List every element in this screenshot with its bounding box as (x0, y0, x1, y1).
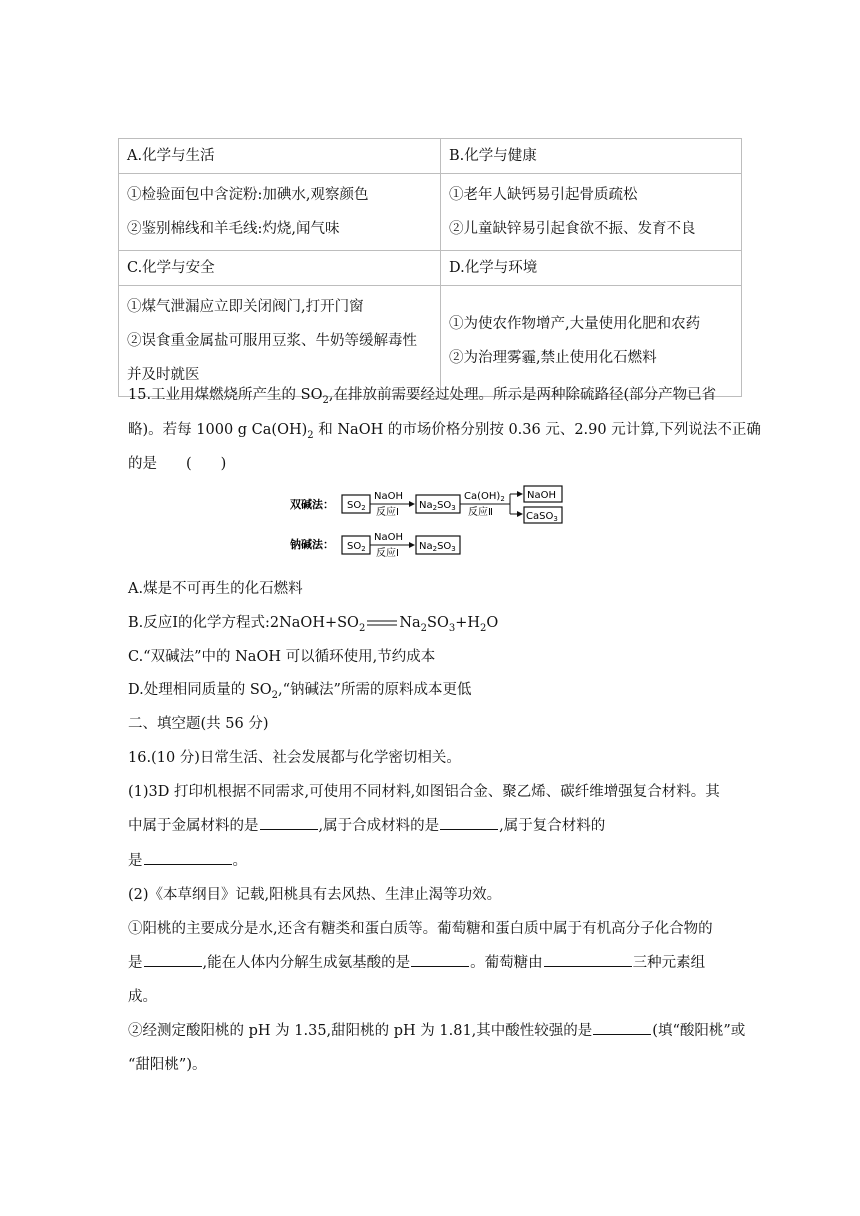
q16-p2: (2)《本草纲目》记载,阳桃具有去风热、生津止渴等功效。 (128, 887, 502, 903)
option-a-item-2: ②鉴别棉线和羊毛线:灼烧,闻气味 (127, 221, 340, 237)
blank-more-acidic[interactable] (593, 1020, 651, 1035)
q15-line-1: 15.工业用煤燃烧所产生的 $SO_2$,在排放前需要经过处理。所示是两种除硫路径(部分产物已省 (128, 387, 717, 406)
na2so3-label-2: $Na_2SO_3$ (419, 541, 456, 553)
option-a-content (119, 174, 441, 251)
shuangjian-label: 双碱法： (290, 498, 334, 511)
q16-p1-line-2: 中属于金属材料的是 ,属于合成材料的是 ,属于复合材料的 (128, 815, 740, 837)
q16-p3-line-2: 是 ,能在人体内分解生成氨基酸的是 。葡萄糖由 三种元素组 (128, 952, 740, 974)
najian-label: 钠碱法： (290, 538, 334, 551)
option-b-title: B.化学与健康 (441, 139, 742, 174)
q16-p4-line-1: ②经测定酸阳桃的 pH 为 1.35,甜阳桃的 pH 为 1.81,其中酸性较强的是 (填“酸阳桃”或 (128, 1020, 740, 1042)
q15-option-a: A.煤是不可再生的化石燃料 (128, 581, 303, 597)
q15-option-b: B.反应Ⅰ的化学方程式$:2NaOH+SO_2$ $Na_2SO_3+H_2O$ (128, 615, 499, 634)
reaction-2-label: 反应Ⅱ (468, 507, 493, 518)
so2-label-1: $SO_2$ (347, 500, 366, 512)
blank-macromolecule[interactable] (144, 952, 202, 967)
blank-glucose-elements[interactable] (544, 952, 632, 967)
caoh2-reagent: $Ca(OH)_2$ (464, 491, 505, 503)
naoh-product: NaOH (527, 490, 556, 501)
reaction-1-label-2: 反应Ⅰ (376, 548, 399, 559)
option-c-content (119, 286, 441, 397)
q15-option-d: D.处理相同质量的 $SO_2,“$钠碱法”所需的原料成本更低 (128, 682, 472, 701)
q15-option-c: C.“双碱法”中的 NaOH 可以循环使用,节约成本 (128, 649, 436, 665)
q16-p3-line-1: ①阳桃的主要成分是水,还含有糖类和蛋白质等。葡萄糖和蛋白质中属于有机高分子化合物的 (128, 921, 713, 937)
q15-line-3: 的是 ( ) (128, 456, 227, 472)
option-c-item-2: ②误食重金属盐可服用豆浆、牛奶等缓解毒性 (127, 333, 417, 349)
option-b-item-1: ①老年人缺钙易引起骨质疏松 (449, 187, 638, 203)
q16-p1-line-1: (1)3D 打印机根据不同需求,可使用不同材料,如图铝合金、聚乙烯、碳纤维增强复合材料。其 (128, 784, 720, 800)
na2so3-label-1: $Na_2SO_3$ (419, 500, 456, 512)
option-c-item-1: ①煤气泄漏应立即关闭阀门,打开门窗 (127, 299, 364, 315)
q15-line-2: 略)。若每 1000 g $Ca(OH)_2$ 和 NaOH 的市场价格分别按 0.36 元、2.90 元计算,下列说法不正确 (128, 422, 761, 441)
options-table (118, 138, 742, 397)
option-d-content (441, 286, 742, 397)
equals-sign (367, 618, 397, 628)
option-b-item-2: ②儿童缺锌易引起食欲不振、发育不良 (449, 221, 696, 237)
option-a-title: A.化学与生活 (119, 139, 441, 174)
so2-label-2: $SO_2$ (347, 541, 366, 553)
desulfurization-diagram (290, 482, 580, 562)
option-c-title: C.化学与安全 (119, 251, 441, 286)
blank-composite-material[interactable] (144, 850, 232, 865)
caso3-product: CaSO$_3$ (526, 511, 558, 523)
option-c-item-3: 并及时就医 (127, 367, 200, 383)
q16-title: 16.(10 分)日常生活、社会发展都与化学密切相关。 (128, 750, 461, 766)
reaction-1-label: 反应Ⅰ (376, 507, 399, 518)
option-d-title: D.化学与环境 (441, 251, 742, 286)
blank-amino-acid-source[interactable] (411, 952, 469, 967)
q16-p1-line-3: 是 。 (128, 850, 740, 872)
option-d-item-1: ①为使农作物增产,大量使用化肥和农药 (449, 316, 701, 332)
q16-p3-line-3: 成。 (128, 989, 157, 1005)
blank-metal-material[interactable] (260, 815, 318, 830)
naoh-reagent-1: NaOH (374, 491, 403, 502)
option-a-item-1: ①检验面包中含淀粉:加碘水,观察颜色 (127, 187, 369, 203)
option-b-content (441, 174, 742, 251)
option-d-item-2: ②为治理雾霾,禁止使用化石燃料 (449, 350, 657, 366)
blank-synthetic-material[interactable] (440, 815, 498, 830)
naoh-reagent-2: NaOH (374, 532, 403, 543)
q16-p4-line-2: “甜阳桃”)。 (128, 1057, 207, 1073)
section-2-heading: 二、填空题(共 56 分) (128, 716, 269, 732)
